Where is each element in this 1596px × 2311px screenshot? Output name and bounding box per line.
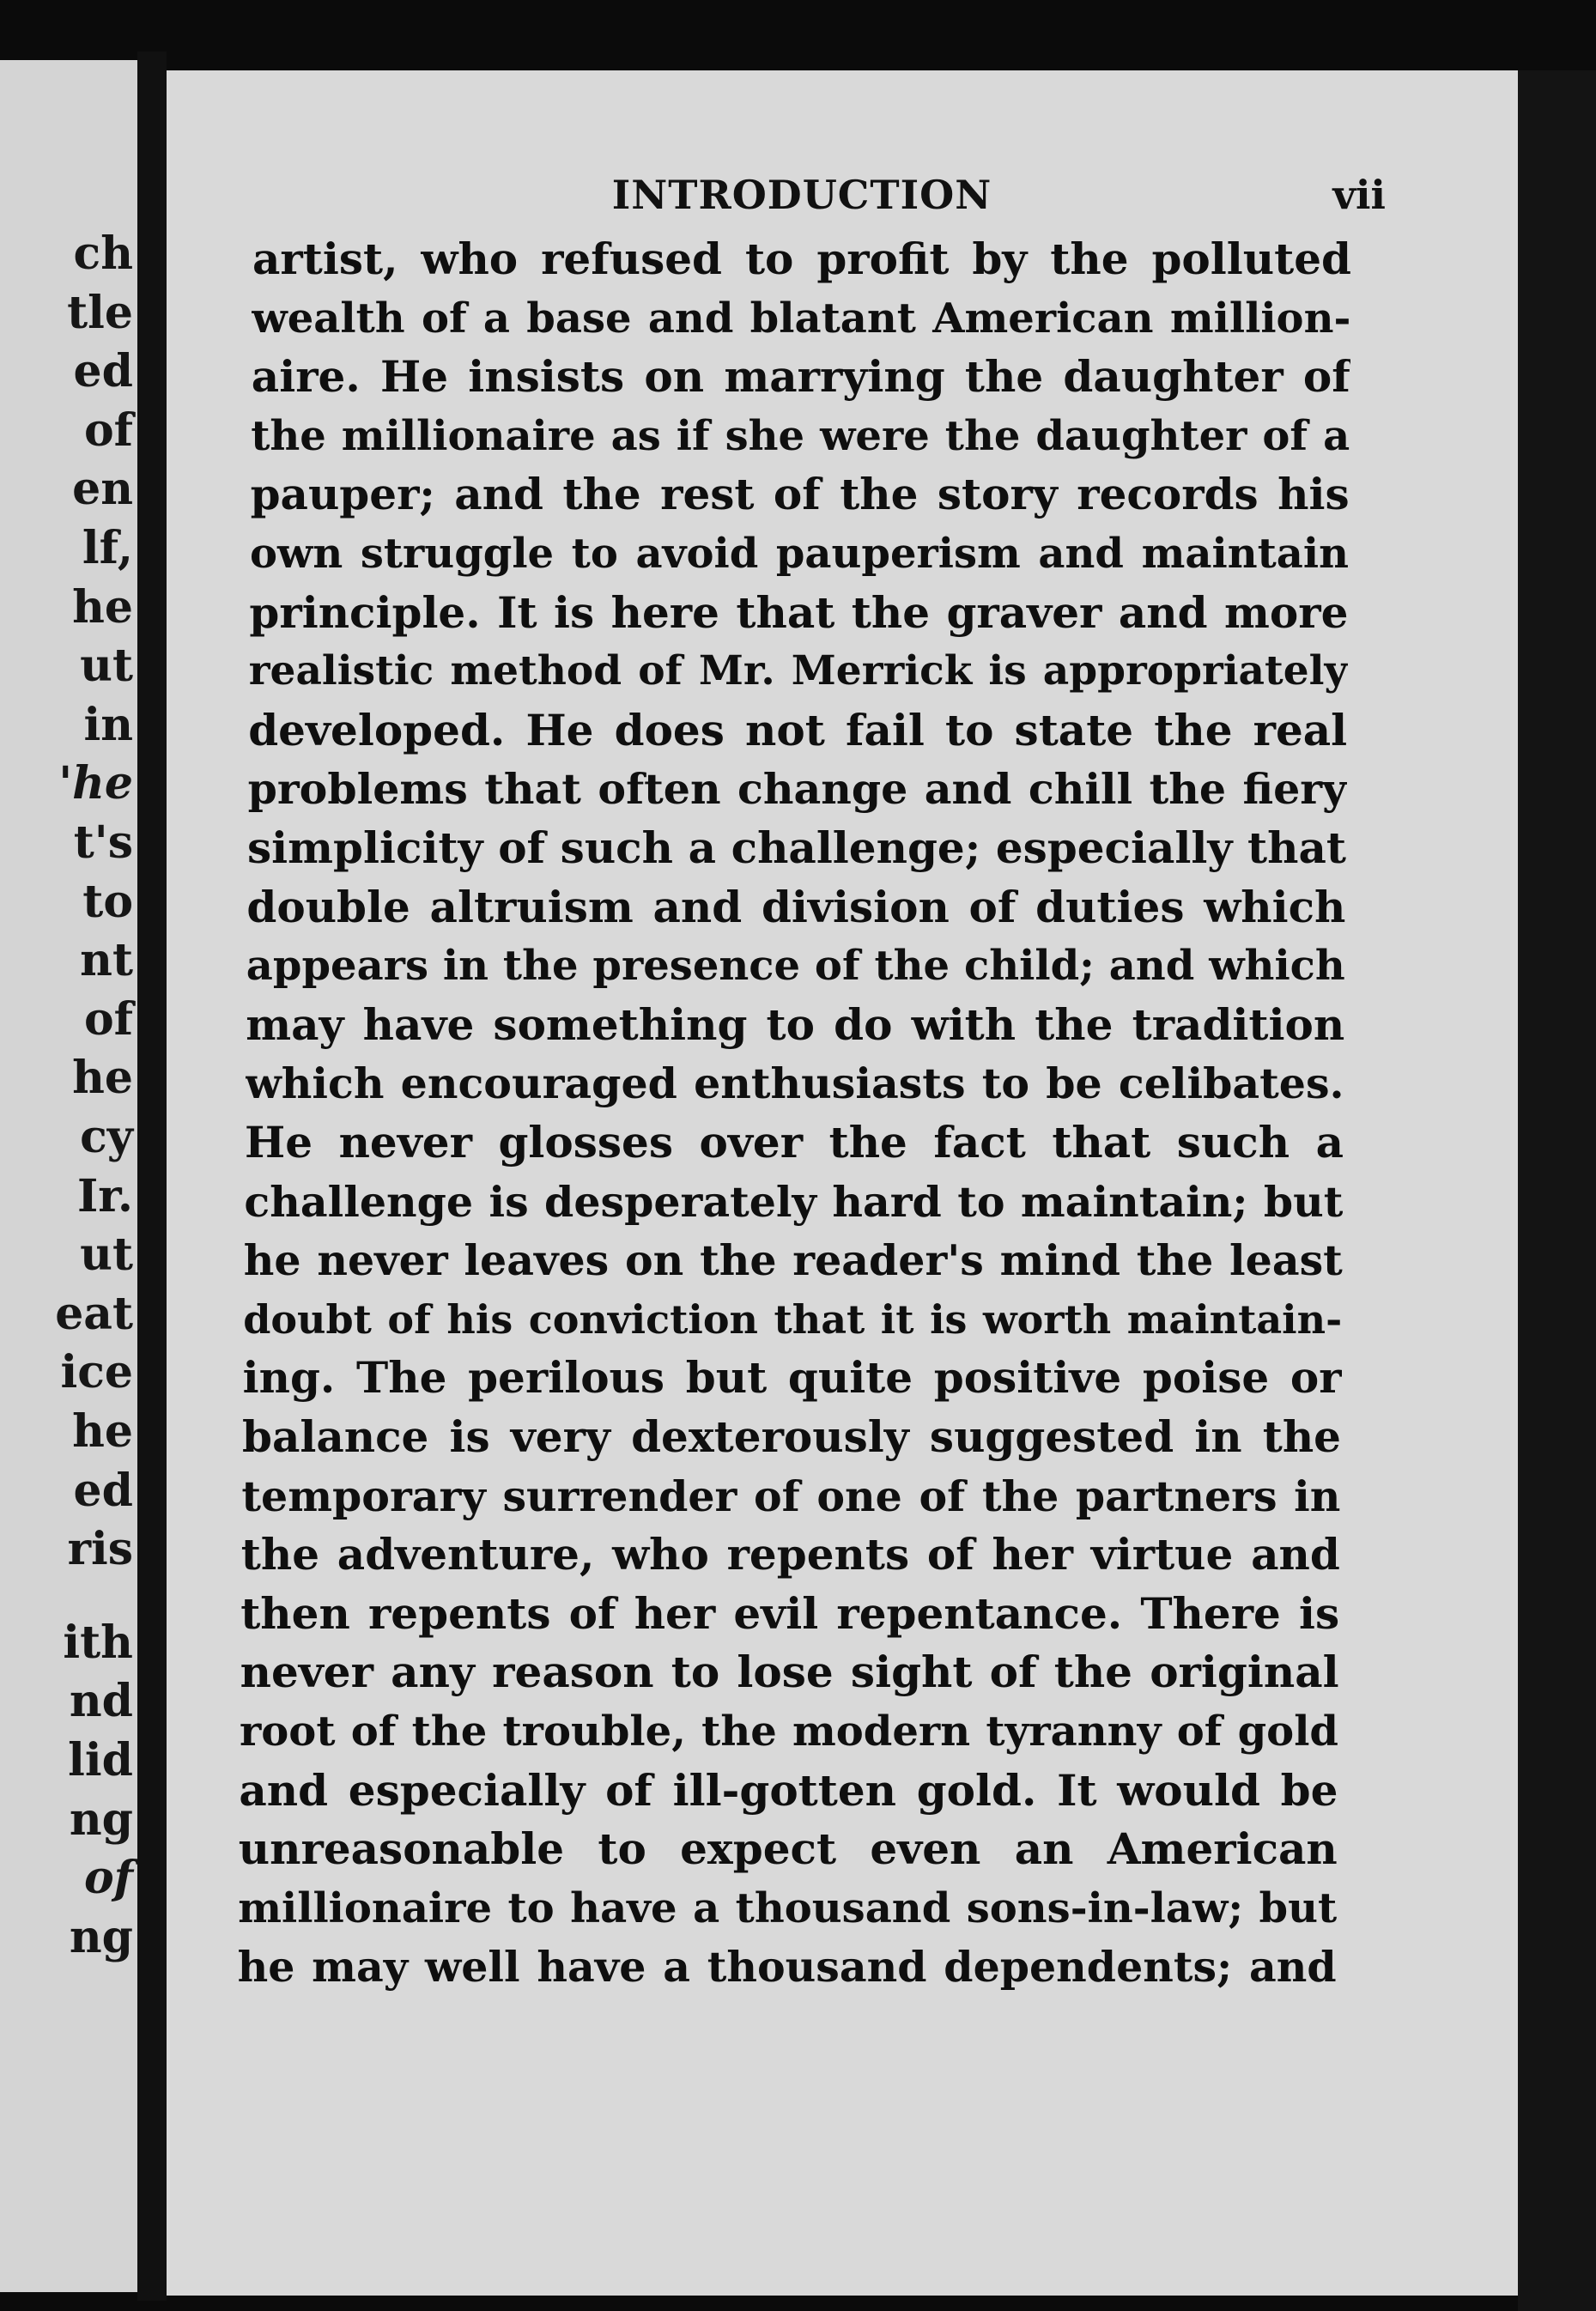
- text-line: wealth of a base and blatant American million-: [252, 294, 1351, 343]
- text-line: then repents of her evil repentance. There is: [240, 1587, 1340, 1639]
- body-text: [167, 70, 1518, 2296]
- text-line: balance is very dexterously suggested in the: [242, 1411, 1341, 1462]
- text-line: artist, who refused to profit by the polluted: [252, 234, 1351, 284]
- facing-page-fragment: in: [83, 698, 133, 751]
- facing-page-fragment: eat: [55, 1287, 133, 1340]
- facing-page-fragment: ed: [73, 1464, 133, 1517]
- text-line: temporary surrender of one of the partners in: [241, 1471, 1341, 1521]
- facing-page-fragment: t's: [73, 816, 133, 869]
- facing-page-fragment: ut: [80, 1228, 133, 1282]
- page-vii: [167, 70, 1518, 2296]
- facing-page-fragment: ed: [73, 345, 133, 398]
- text-line: unreasonable to expect even an American: [238, 1823, 1338, 1875]
- facing-page-fragment: cy: [80, 1111, 133, 1163]
- text-line: doubt of his conviction that it is worth maintain-: [243, 1295, 1343, 1343]
- text-line: which encouraged enthusiasts to be celibates.: [245, 1058, 1344, 1109]
- facing-page-fragment: to: [82, 875, 133, 928]
- text-line: the millionaire as if she were the daughter of a: [251, 411, 1350, 460]
- facing-page-fragment: ice: [60, 1346, 133, 1399]
- text-line: developed. He does not fail to state the real: [248, 704, 1348, 755]
- facing-page-fragment: he: [72, 1405, 133, 1458]
- text-line: own struggle to avoid pauperism and maintain: [250, 530, 1349, 578]
- text-line: principle. It is here that the graver and more: [249, 586, 1349, 638]
- facing-page-fragment: 'he: [58, 757, 133, 810]
- facing-page-fragment: ng: [69, 1792, 133, 1846]
- page-edge-shadow: [1518, 70, 1596, 2311]
- text-line: He never glosses over the fact that such a: [245, 1117, 1344, 1168]
- book-gutter: [137, 52, 167, 2301]
- facing-page-fragment: nt: [80, 934, 133, 987]
- facing-page-fragment: ris: [67, 1523, 133, 1576]
- text-line: problems that often change and chill the fiery: [247, 764, 1347, 815]
- text-line: appears in the presence of the child; and which: [246, 942, 1345, 991]
- text-line: double altruism and division of duties which: [246, 881, 1346, 932]
- facing-page-fragment: of: [83, 1852, 133, 1905]
- text-line: simplicity of such a challenge; especially that: [247, 822, 1346, 873]
- facing-page-fragment: tle: [67, 286, 133, 339]
- page-number: vii: [1332, 172, 1386, 218]
- facing-page-left: [0, 60, 137, 2292]
- facing-page-fragment: Ir.: [76, 1169, 133, 1222]
- text-line: may have something to do with the tradition: [246, 998, 1345, 1050]
- facing-page-fragment: ng: [69, 1910, 133, 1963]
- facing-page-fragment: lid: [68, 1734, 133, 1786]
- running-head: INTRODUCTION: [611, 172, 992, 218]
- text-line: he never leaves on the reader's mind the least: [243, 1235, 1343, 1286]
- facing-page-fragment: nd: [69, 1675, 133, 1728]
- text-line: root of the trouble, the modern tyranny of gold: [240, 1707, 1338, 1756]
- facing-page-fragment: he: [72, 1052, 133, 1105]
- text-line: challenge is desperately hard to maintain; but: [244, 1176, 1344, 1227]
- text-line: aire. He insists on marrying the daughter of: [251, 351, 1350, 403]
- text-line: the adventure, who repents of her virtue and: [240, 1529, 1340, 1580]
- facing-page-fragment: of: [83, 992, 133, 1046]
- text-line: he may well have a thousand dependents; and: [237, 1942, 1337, 1993]
- facing-page-fragment: lf,: [82, 522, 133, 574]
- text-line: ing. The perilous but quite positive poise or: [242, 1352, 1342, 1404]
- facing-page-fragment: ut: [80, 640, 133, 693]
- facing-page-fragment: ith: [63, 1616, 133, 1669]
- facing-page-fragment: he: [72, 580, 133, 634]
- text-line: never any reason to lose sight of the original: [240, 1647, 1339, 1698]
- text-line: and especially of ill-gotten gold. It would be: [239, 1764, 1338, 1816]
- text-line: pauper; and the rest of the story records his: [250, 469, 1350, 520]
- facing-page-fragment: ch: [73, 227, 133, 280]
- facing-page-fragment: of: [83, 403, 133, 457]
- text-line: realistic method of Mr. Merrick is appropriately: [248, 647, 1348, 695]
- facing-page-fragment: en: [72, 463, 133, 516]
- text-line: millionaire to have a thousand sons-in-law; but: [238, 1883, 1338, 1932]
